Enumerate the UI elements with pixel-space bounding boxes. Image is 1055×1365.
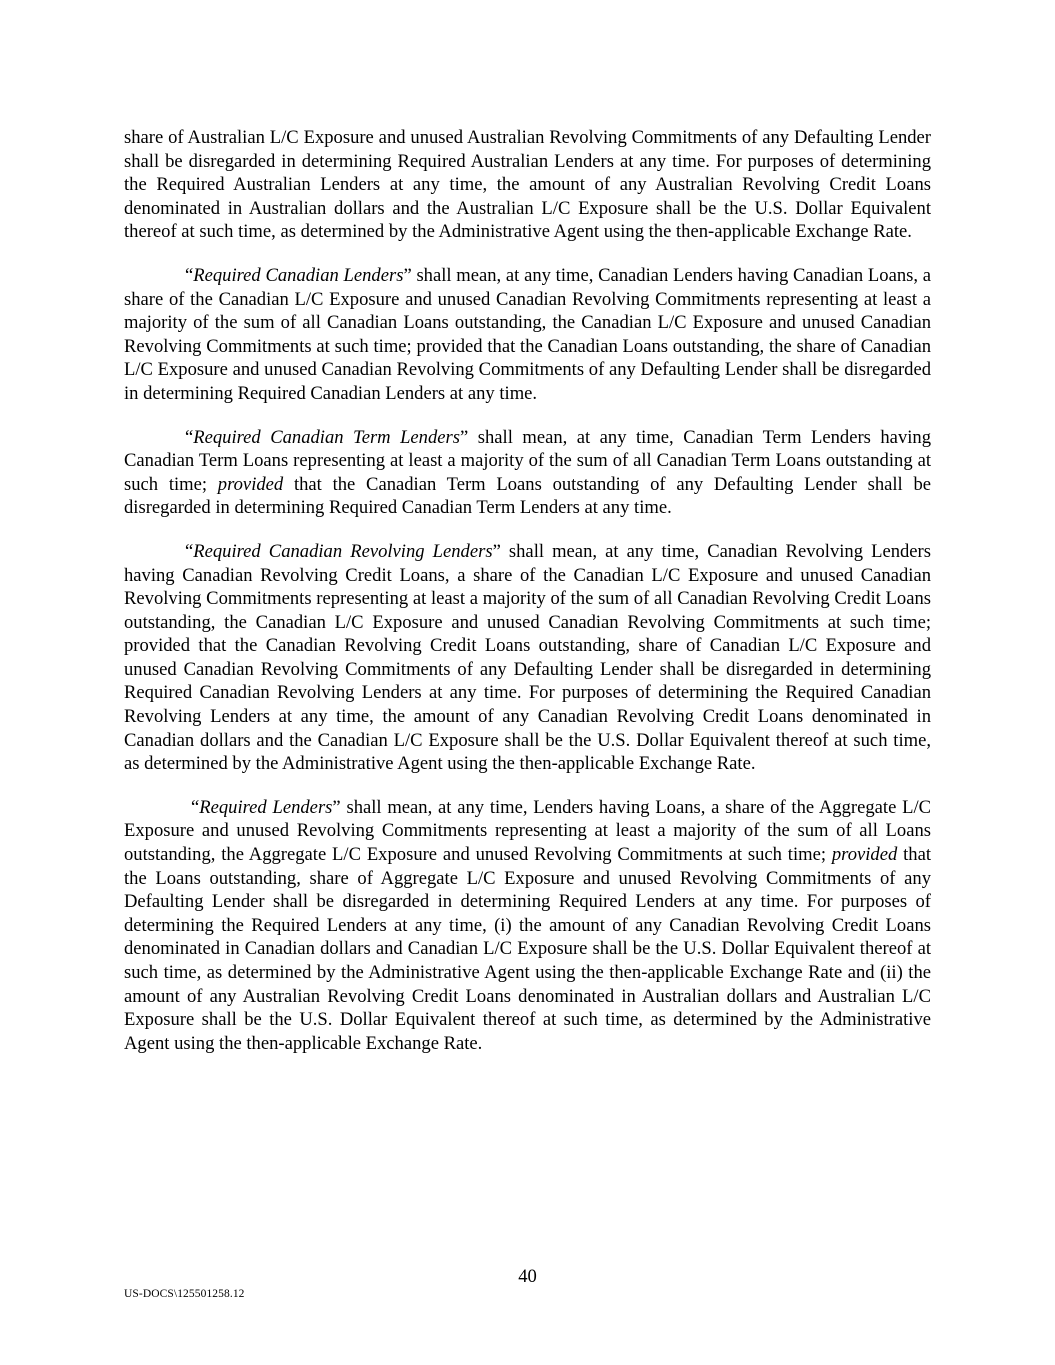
defined-term: Required Canadian Revolving Lenders (193, 540, 493, 562)
paragraph-australian-continuation (124, 126, 931, 244)
open-quote: “ (185, 426, 194, 448)
definition-text-continued: that the Loans outstanding, share of Aggregate L/C Exposure and unused Revolving Commitments of any Defaulting Lender shall be disregarded in determining Required Lenders at any time. For purposes of determining the Required Lenders at any time, (i) the amount of any Canadian Revolving Credit Loans denominated in Canadian dollars and Canadian L/C Exposure shall be the U.S. Dollar Equivalent thereof at such time, as determined by the Administrative Agent using the then-applicable Exchange Rate and (ii) the amount of any Australian Revolving Credit Loans denominated in Australian dollars and Australian L/C Exposure shall be the U.S. Dollar Equivalent thereof at such time, as determined by the Administrative Agent using the then-applicable Exchange Rate. (124, 844, 932, 1054)
document-body (124, 126, 931, 1055)
defined-term: Required Canadian Lenders (193, 264, 404, 286)
definition-text: shall mean, at any time, Canadian Term Lenders having Canadian Term Loans representing at least a majority of the sum of all Canadian Term Loans outstanding at such time; (124, 426, 931, 495)
close-quote: ” (332, 796, 341, 818)
provided-italic: provided (831, 844, 898, 866)
definition-text: shall mean, at any time, Canadian Lenders having Canadian Loans, a share of the Canadian L/C Exposure and unused Canadian Revolving Commitments representing at least a majority of the sum of all Canadian Loans outstanding, the Canadian L/C Exposure and unused Canadian Revolving Commitments at such time; provided that the Canadian Loans outstanding, the share of Canadian L/C Exposure and unused Canadian Revolving Commitments of any Defaulting Lender shall be disregarded in determining Required Canadian Lenders at any time. (124, 264, 931, 404)
paragraph-text: share of Australian L/C Exposure and unused Australian Revolving Commitments of any Defaulting Lender shall be disregarded in determining Required Australian Lenders at any time. For purposes of determining the Required Australian Lenders at any time, the amount of any Australian Revolving Credit Loans denominated in Australian dollars and the Australian L/C Exposure shall be the U.S. Dollar Equivalent thereof at such time, as determined by the Administrative Agent using the then-applicable Exchange Rate. (124, 127, 931, 243)
definition-text: shall mean, at any time, Lenders having Loans, a share of the Aggregate L/C Exposure and unused Revolving Commitments representing at least a majority of the sum of all Loans outstanding, the Aggregate L/C Exposure and unused Revolving Commitments at such time; (124, 796, 932, 866)
definition-text: shall mean, at any time, Canadian Revolving Lenders having Canadian Revolving Credit Loans, a share of the Canadian L/C Exposure and unused Canadian Revolving Commitments representing at least a majority of the sum of all Canadian Revolving Credit Loans outstanding, the Canadian L/C Exposure and unused Canadian Revolving Commitments at such time; provided that the Canadian Revolving Credit Loans outstanding, share of Canadian L/C Exposure and unused Canadian Revolving Commitments of any Defaulting Lender shall be disregarded in determining Required Canadian Revolving Lenders at any time. For purposes of determining the Required Canadian Revolving Lenders at any time, the amount of any Canadian Revolving Credit Loans denominated in Canadian dollars and the Canadian L/C Exposure shall be the U.S. Dollar Equivalent thereof at such time, as determined by the Administrative Agent using the then-applicable Exchange Rate. (124, 540, 931, 775)
definition-required-canadian-term-lenders (124, 426, 931, 520)
defined-term: Required Canadian Term Lenders (193, 426, 461, 448)
provided-italic: provided (217, 473, 284, 495)
close-quote: ” (492, 540, 501, 562)
defined-term: Required Lenders (199, 796, 333, 818)
definition-required-canadian-lenders (124, 264, 931, 406)
close-quote: ” (403, 264, 412, 286)
definition-text-continued: that the Canadian Term Loans outstanding of any Defaulting Lender shall be disregarded in determining Required Canadian Term Lenders at any time. (124, 473, 931, 519)
open-quote: “ (185, 264, 194, 286)
open-quote: “ (191, 796, 200, 818)
definition-required-canadian-revolving-lenders (124, 540, 931, 776)
close-quote: ” (460, 426, 469, 448)
definition-required-lenders (124, 796, 931, 1056)
page-number: 40 (518, 1266, 537, 1287)
open-quote: “ (185, 540, 194, 562)
document-id: US-DOCS\125501258.12 (124, 1288, 245, 1300)
